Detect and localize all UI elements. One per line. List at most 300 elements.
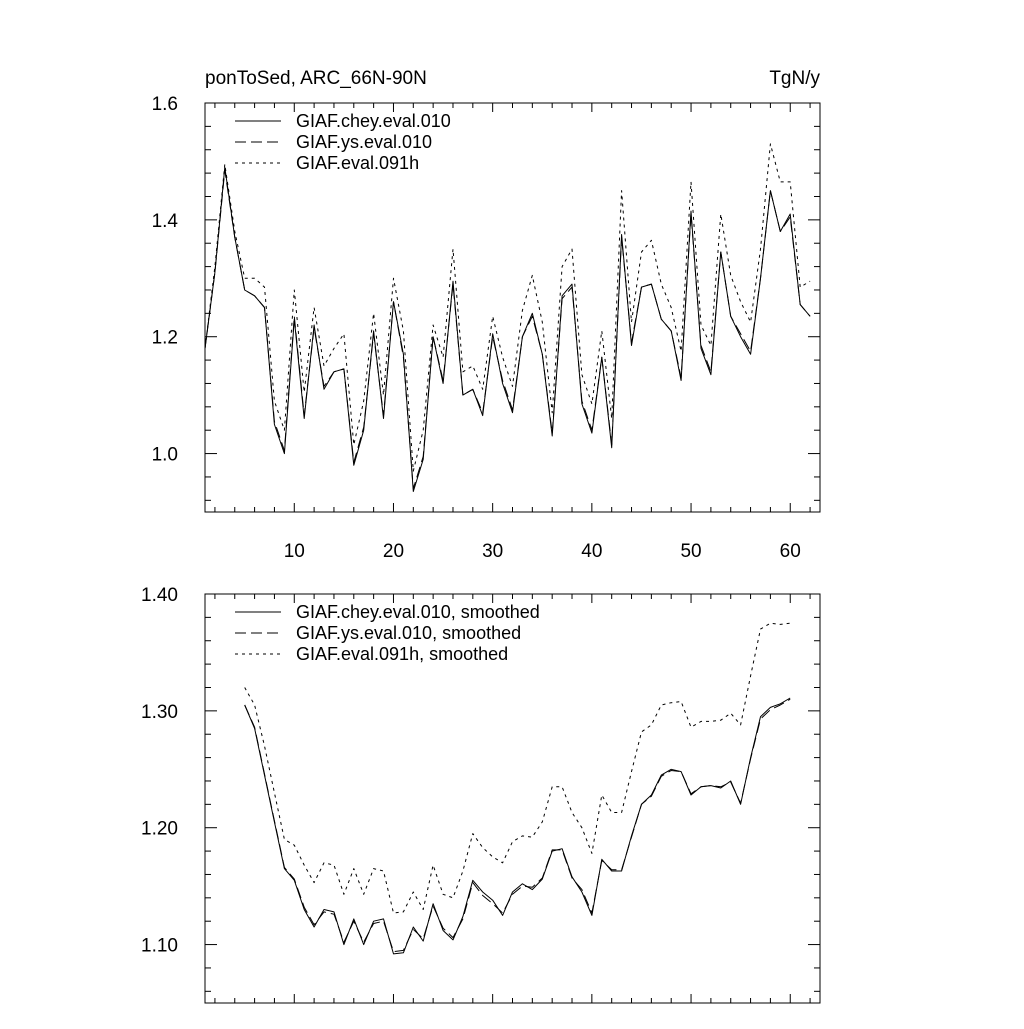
data-point bbox=[413, 929, 414, 930]
data-point bbox=[730, 780, 731, 781]
data-point bbox=[631, 345, 632, 346]
data-point bbox=[452, 281, 453, 282]
data-point bbox=[462, 916, 463, 917]
data-point bbox=[770, 143, 771, 144]
data-point bbox=[274, 820, 275, 821]
data-point bbox=[611, 812, 612, 813]
series-line-dotted bbox=[205, 144, 810, 471]
series-line-solid bbox=[205, 167, 810, 491]
data-point bbox=[581, 827, 582, 828]
data-point bbox=[373, 921, 374, 922]
data-point bbox=[690, 213, 691, 214]
data-point bbox=[760, 716, 761, 717]
data-point bbox=[700, 345, 701, 346]
data-point bbox=[760, 248, 761, 249]
legend-label: GIAF.eval.091h, smoothed bbox=[296, 644, 509, 664]
data-point bbox=[363, 894, 364, 895]
y-tick-label: 1.30 bbox=[141, 701, 178, 723]
data-point bbox=[482, 412, 483, 413]
data-point bbox=[661, 704, 662, 705]
data-point bbox=[621, 812, 622, 813]
data-point bbox=[442, 357, 443, 358]
data-point bbox=[641, 804, 642, 805]
data-point bbox=[254, 704, 255, 705]
data-point bbox=[641, 251, 642, 252]
data-point bbox=[284, 450, 285, 451]
data-point bbox=[800, 304, 801, 305]
data-point bbox=[552, 435, 553, 436]
data-point bbox=[393, 301, 394, 302]
data-point bbox=[363, 944, 364, 945]
data-point bbox=[591, 912, 592, 913]
y-tick-label: 1.20 bbox=[141, 818, 178, 840]
data-point bbox=[671, 702, 672, 703]
data-point bbox=[294, 289, 295, 290]
data-point bbox=[423, 938, 424, 939]
data-point bbox=[690, 794, 691, 795]
x-tick-label: 60 bbox=[779, 541, 801, 562]
data-point bbox=[333, 348, 334, 349]
data-point bbox=[442, 380, 443, 381]
data-point bbox=[790, 216, 791, 217]
data-point bbox=[750, 675, 751, 676]
data-point bbox=[532, 275, 533, 276]
data-point bbox=[353, 444, 354, 445]
data-point bbox=[671, 769, 672, 770]
data-point bbox=[591, 430, 592, 431]
data-point bbox=[482, 847, 483, 848]
data-point bbox=[690, 181, 691, 182]
data-point bbox=[552, 849, 553, 850]
data-point bbox=[502, 357, 503, 358]
legend-label: GIAF.chey.eval.010 bbox=[296, 111, 451, 131]
data-point bbox=[393, 278, 394, 279]
data-point bbox=[790, 699, 791, 700]
data-point bbox=[700, 721, 701, 722]
data-point bbox=[314, 924, 315, 925]
data-point bbox=[423, 456, 424, 457]
data-point bbox=[512, 412, 513, 413]
data-point bbox=[621, 234, 622, 235]
data-point bbox=[552, 433, 553, 434]
data-point bbox=[353, 462, 354, 463]
data-point bbox=[442, 930, 443, 931]
data-point bbox=[690, 793, 691, 794]
data-point bbox=[661, 319, 662, 320]
legend-label: GIAF.ys.eval.010, smoothed bbox=[296, 623, 522, 643]
data-point bbox=[601, 357, 602, 358]
x-tick-label: 30 bbox=[482, 541, 504, 562]
y-tick-label: 1.40 bbox=[141, 585, 178, 606]
y-tick-label: 1.4 bbox=[151, 210, 178, 232]
data-point bbox=[730, 782, 731, 783]
data-point bbox=[651, 724, 652, 725]
data-point bbox=[442, 928, 443, 929]
data-point bbox=[472, 833, 473, 834]
data-point bbox=[403, 330, 404, 331]
data-point bbox=[571, 248, 572, 249]
data-point bbox=[482, 415, 483, 416]
data-point bbox=[353, 921, 354, 922]
data-point bbox=[314, 327, 315, 328]
data-point bbox=[641, 731, 642, 732]
data-point bbox=[413, 471, 414, 472]
data-point bbox=[264, 286, 265, 287]
data-point bbox=[581, 891, 582, 892]
data-point bbox=[472, 365, 473, 366]
data-point bbox=[323, 365, 324, 366]
series-line-dotted bbox=[245, 623, 791, 913]
data-point bbox=[561, 849, 562, 850]
units-label: TgN/y bbox=[769, 68, 820, 89]
data-point bbox=[631, 322, 632, 323]
data-point bbox=[254, 278, 255, 279]
data-point bbox=[720, 786, 721, 787]
data-point bbox=[472, 880, 473, 881]
data-point bbox=[740, 803, 741, 804]
data-point bbox=[750, 758, 751, 759]
data-point bbox=[621, 190, 622, 191]
data-point bbox=[780, 624, 781, 625]
data-point bbox=[720, 787, 721, 788]
data-point bbox=[502, 915, 503, 916]
data-point bbox=[304, 415, 305, 416]
data-point bbox=[710, 345, 711, 346]
data-point bbox=[780, 231, 781, 232]
data-point bbox=[254, 295, 255, 296]
legend-label: GIAF.chey.eval.010, smoothed bbox=[296, 602, 540, 622]
data-point bbox=[294, 316, 295, 317]
x-tick-label: 50 bbox=[680, 541, 702, 562]
data-point bbox=[621, 870, 622, 871]
data-point bbox=[631, 342, 632, 343]
data-point bbox=[304, 418, 305, 419]
data-point bbox=[264, 745, 265, 746]
data-point bbox=[760, 278, 761, 279]
data-point bbox=[571, 877, 572, 878]
data-point bbox=[621, 869, 622, 870]
data-point bbox=[204, 348, 205, 349]
data-point bbox=[809, 281, 810, 282]
data-point bbox=[482, 389, 483, 390]
data-point bbox=[502, 912, 503, 913]
data-point bbox=[591, 915, 592, 916]
data-point bbox=[353, 868, 354, 869]
data-point bbox=[591, 403, 592, 404]
data-point bbox=[304, 865, 305, 866]
data-point bbox=[323, 862, 324, 863]
data-point bbox=[780, 181, 781, 182]
data-point bbox=[363, 942, 364, 943]
data-point bbox=[333, 914, 334, 915]
data-point bbox=[730, 275, 731, 276]
data-point bbox=[780, 704, 781, 705]
data-point bbox=[492, 900, 493, 901]
data-point bbox=[720, 213, 721, 214]
data-point bbox=[472, 882, 473, 883]
data-point bbox=[601, 330, 602, 331]
data-point bbox=[482, 891, 483, 892]
data-point bbox=[770, 190, 771, 191]
series-line-dashed bbox=[245, 699, 791, 951]
data-point bbox=[690, 727, 691, 728]
data-point bbox=[403, 357, 404, 358]
data-point bbox=[284, 453, 285, 454]
data-point bbox=[343, 894, 344, 895]
data-point bbox=[492, 856, 493, 857]
data-point bbox=[522, 835, 523, 836]
data-point bbox=[314, 926, 315, 927]
data-point bbox=[383, 918, 384, 919]
data-point bbox=[343, 368, 344, 369]
data-point bbox=[601, 859, 602, 860]
data-point bbox=[442, 894, 443, 895]
data-point bbox=[512, 841, 513, 842]
data-point bbox=[611, 447, 612, 448]
data-point bbox=[730, 713, 731, 714]
data-point bbox=[373, 333, 374, 334]
data-point bbox=[522, 886, 523, 887]
chart-title: ponToSed, ARC_66N-90N bbox=[205, 68, 427, 89]
data-point bbox=[502, 383, 503, 384]
data-point bbox=[809, 316, 810, 317]
data-point bbox=[433, 905, 434, 906]
data-point bbox=[681, 377, 682, 378]
data-point bbox=[423, 430, 424, 431]
data-point bbox=[214, 266, 215, 267]
data-point bbox=[343, 942, 344, 943]
data-point bbox=[561, 266, 562, 267]
x-tick-label: 10 bbox=[283, 541, 305, 562]
data-point bbox=[284, 867, 285, 868]
data-point bbox=[403, 952, 404, 953]
data-point bbox=[760, 628, 761, 629]
data-point bbox=[492, 336, 493, 337]
data-point bbox=[363, 427, 364, 428]
data-point bbox=[740, 724, 741, 725]
data-point bbox=[393, 951, 394, 952]
data-point bbox=[581, 889, 582, 890]
data-point bbox=[234, 231, 235, 232]
data-point bbox=[224, 164, 225, 165]
data-point bbox=[413, 926, 414, 927]
data-point bbox=[740, 301, 741, 302]
data-point bbox=[304, 909, 305, 910]
data-point bbox=[492, 903, 493, 904]
data-point bbox=[750, 322, 751, 323]
data-point bbox=[522, 336, 523, 337]
data-point bbox=[244, 704, 245, 705]
data-point bbox=[433, 903, 434, 904]
data-point bbox=[720, 720, 721, 721]
data-point bbox=[681, 701, 682, 702]
data-point bbox=[740, 804, 741, 805]
y-tick-label: 1.2 bbox=[151, 327, 178, 349]
data-point bbox=[244, 278, 245, 279]
data-point bbox=[770, 623, 771, 624]
data-point bbox=[790, 181, 791, 182]
data-point bbox=[671, 770, 672, 771]
data-point bbox=[561, 786, 562, 787]
data-point bbox=[274, 424, 275, 425]
data-point bbox=[403, 911, 404, 912]
data-point bbox=[561, 848, 562, 849]
data-point bbox=[423, 909, 424, 910]
data-point bbox=[462, 918, 463, 919]
x-tick-label: 40 bbox=[581, 541, 603, 562]
data-point bbox=[323, 909, 324, 910]
data-point bbox=[373, 868, 374, 869]
data-point bbox=[383, 921, 384, 922]
data-point bbox=[373, 313, 374, 314]
data-point bbox=[274, 400, 275, 401]
data-point bbox=[403, 354, 404, 355]
data-point bbox=[492, 333, 493, 334]
data-point bbox=[452, 897, 453, 898]
data-point bbox=[333, 371, 334, 372]
data-point bbox=[462, 395, 463, 396]
data-point bbox=[571, 286, 572, 287]
x-tick-label: 20 bbox=[382, 541, 405, 562]
data-point bbox=[631, 836, 632, 837]
data-point bbox=[452, 284, 453, 285]
data-point bbox=[393, 953, 394, 954]
data-point bbox=[284, 839, 285, 840]
data-point bbox=[561, 295, 562, 296]
data-point bbox=[611, 870, 612, 871]
data-point bbox=[532, 889, 533, 890]
data-point bbox=[552, 786, 553, 787]
data-point bbox=[294, 879, 295, 880]
data-point bbox=[532, 887, 533, 888]
data-point bbox=[244, 687, 245, 688]
data-point bbox=[314, 307, 315, 308]
data-point bbox=[482, 895, 483, 896]
data-point bbox=[274, 421, 275, 422]
data-point bbox=[740, 336, 741, 337]
data-point bbox=[601, 794, 602, 795]
data-point bbox=[760, 718, 761, 719]
data-point bbox=[433, 865, 434, 866]
data-point bbox=[353, 918, 354, 919]
data-point bbox=[740, 333, 741, 334]
data-point bbox=[770, 707, 771, 708]
data-point bbox=[681, 771, 682, 772]
data-point bbox=[234, 237, 235, 238]
data-point bbox=[542, 322, 543, 323]
data-point bbox=[264, 307, 265, 308]
data-point bbox=[710, 374, 711, 375]
data-point bbox=[571, 812, 572, 813]
data-point bbox=[323, 386, 324, 387]
data-point bbox=[383, 415, 384, 416]
data-point bbox=[661, 776, 662, 777]
data-point bbox=[442, 383, 443, 384]
data-point bbox=[413, 891, 414, 892]
data-point bbox=[343, 333, 344, 334]
data-point bbox=[492, 316, 493, 317]
y-tick-label: 1.10 bbox=[141, 935, 178, 957]
data-point bbox=[244, 289, 245, 290]
data-point bbox=[383, 418, 384, 419]
data-point bbox=[542, 354, 543, 355]
data-point bbox=[323, 911, 324, 912]
data-point bbox=[512, 894, 513, 895]
data-point bbox=[433, 324, 434, 325]
data-point bbox=[532, 316, 533, 317]
data-point bbox=[512, 386, 513, 387]
data-point bbox=[452, 939, 453, 940]
series-line-solid bbox=[245, 698, 791, 954]
data-point bbox=[502, 862, 503, 863]
data-point bbox=[274, 792, 275, 793]
data-point bbox=[800, 286, 801, 287]
data-point bbox=[542, 821, 543, 822]
data-point bbox=[333, 865, 334, 866]
data-point bbox=[611, 444, 612, 445]
data-point bbox=[571, 284, 572, 285]
data-point bbox=[373, 330, 374, 331]
data-point bbox=[522, 310, 523, 311]
data-point bbox=[214, 272, 215, 273]
data-point bbox=[700, 348, 701, 349]
y-tick-label: 1.0 bbox=[151, 444, 178, 466]
data-point bbox=[730, 316, 731, 317]
data-point bbox=[681, 380, 682, 381]
data-point bbox=[304, 907, 305, 908]
y-tick-label: 1.6 bbox=[151, 94, 178, 115]
data-point bbox=[651, 240, 652, 241]
data-point bbox=[631, 771, 632, 772]
data-point bbox=[353, 465, 354, 466]
data-point bbox=[393, 912, 394, 913]
data-point bbox=[363, 400, 364, 401]
data-point bbox=[790, 697, 791, 698]
top-panel bbox=[152, 68, 821, 562]
data-point bbox=[651, 284, 652, 285]
data-point bbox=[661, 284, 662, 285]
data-point bbox=[383, 870, 384, 871]
data-point bbox=[254, 727, 255, 728]
data-point bbox=[512, 891, 513, 892]
data-point bbox=[601, 860, 602, 861]
data-point bbox=[413, 491, 414, 492]
data-point bbox=[472, 389, 473, 390]
data-point bbox=[452, 937, 453, 938]
data-point bbox=[383, 395, 384, 396]
data-point bbox=[710, 371, 711, 372]
data-point bbox=[462, 371, 463, 372]
data-point bbox=[671, 330, 672, 331]
data-point bbox=[790, 623, 791, 624]
data-point bbox=[700, 786, 701, 787]
data-point bbox=[373, 923, 374, 924]
data-point bbox=[323, 389, 324, 390]
data-point bbox=[611, 418, 612, 419]
data-point bbox=[690, 210, 691, 211]
data-point bbox=[750, 351, 751, 352]
data-point bbox=[770, 709, 771, 710]
data-point bbox=[304, 392, 305, 393]
data-point bbox=[343, 944, 344, 945]
data-point bbox=[621, 237, 622, 238]
data-point bbox=[591, 853, 592, 854]
data-point bbox=[681, 351, 682, 352]
data-point bbox=[611, 869, 612, 870]
data-point bbox=[333, 911, 334, 912]
data-point bbox=[284, 430, 285, 431]
legend-label: GIAF.eval.091h bbox=[296, 153, 420, 173]
